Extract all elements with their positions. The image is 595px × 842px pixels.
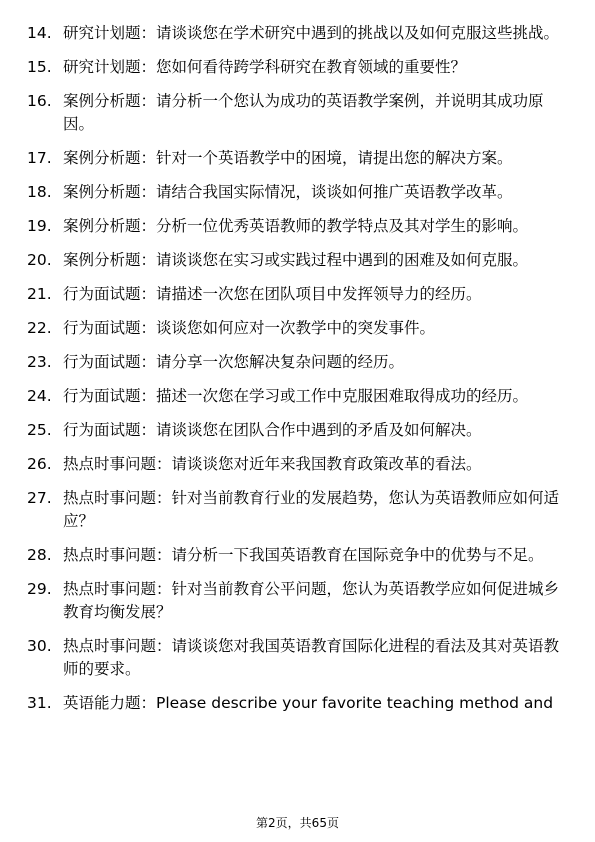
question-text: 案例分析题：分析一位优秀英语教师的教学特点及其对学生的影响。 (63, 217, 529, 235)
question-text: 热点时事问题：针对当前教育公平问题，您认为英语教学应如何促进城乡教育均衡发展？ (63, 580, 560, 621)
question-item (0, 578, 595, 624)
question-number: 17. (27, 149, 52, 167)
question-text: 行为面试题：描述一次您在学习或工作中克服困难取得成功的经历。 (63, 387, 529, 405)
question-number: 26. (27, 455, 52, 473)
question-item (0, 22, 595, 45)
question-number: 29. (27, 580, 52, 598)
question-number: 14. (27, 24, 52, 42)
question-number: 20. (27, 251, 52, 269)
question-text: 研究计划题：请谈谈您在学术研究中遇到的挑战以及如何克服这些挑战。 (63, 24, 560, 42)
question-text: 热点时事问题：请分析一下我国英语教育在国际竞争中的优势与不足。 (63, 546, 544, 564)
question-item (0, 385, 595, 408)
question-item (0, 249, 595, 272)
question-item (0, 181, 595, 204)
question-text: 热点时事问题：针对当前教育行业的发展趋势，您认为英语教师应如何适应？ (63, 489, 560, 530)
question-item (0, 487, 595, 533)
question-text: 案例分析题：请结合我国实际情况，谈谈如何推广英语教学改革。 (63, 183, 513, 201)
question-item (0, 283, 595, 306)
question-text: 行为面试题：谈谈您如何应对一次教学中的突发事件。 (63, 319, 436, 337)
question-number: 27. (27, 489, 52, 507)
question-text: 行为面试题：请描述一次您在团队项目中发挥领导力的经历。 (63, 285, 482, 303)
question-text: 案例分析题：请谈谈您在实习或实践过程中遇到的困难及如何克服。 (63, 251, 529, 269)
question-item (0, 635, 595, 681)
question-number: 21. (27, 285, 52, 303)
question-number: 22. (27, 319, 52, 337)
question-number: 16. (27, 92, 52, 110)
question-number: 15. (27, 58, 52, 76)
question-item (0, 90, 595, 136)
question-item (0, 453, 595, 476)
question-number: 19. (27, 217, 52, 235)
question-number: 24. (27, 387, 52, 405)
question-item (0, 147, 595, 170)
question-text: 研究计划题：您如何看待跨学科研究在教育领域的重要性？ (63, 58, 467, 76)
question-number: 28. (27, 546, 52, 564)
question-number: 25. (27, 421, 52, 439)
question-item (0, 351, 595, 374)
page-footer: 第2页，共65页 (256, 816, 339, 830)
question-item (0, 317, 595, 340)
question-number: 30. (27, 637, 52, 655)
question-text: 行为面试题：请谈谈您在团队合作中遇到的矛盾及如何解决。 (63, 421, 482, 439)
question-number: 23. (27, 353, 52, 371)
question-number: 31. (27, 694, 52, 712)
question-item (0, 56, 595, 79)
question-text: 行为面试题：请分享一次您解决复杂问题的经历。 (63, 353, 405, 371)
question-item (0, 419, 595, 442)
question-text: 热点时事问题：请谈谈您对我国英语教育国际化进程的看法及其对英语教师的要求。 (63, 637, 560, 678)
question-item (0, 692, 595, 715)
question-text: 案例分析题：针对一个英语教学中的困境，请提出您的解决方案。 (63, 149, 513, 167)
question-text: 案例分析题：请分析一个您认为成功的英语教学案例，并说明其成功原因。 (63, 92, 544, 133)
question-text: 英语能力题：Please describe your favorite teaching method and (63, 694, 554, 712)
question-number: 18. (27, 183, 52, 201)
question-item (0, 215, 595, 238)
question-list (0, 22, 595, 726)
question-text: 热点时事问题：请谈谈您对近年来我国教育政策改革的看法。 (63, 455, 482, 473)
question-item (0, 544, 595, 567)
